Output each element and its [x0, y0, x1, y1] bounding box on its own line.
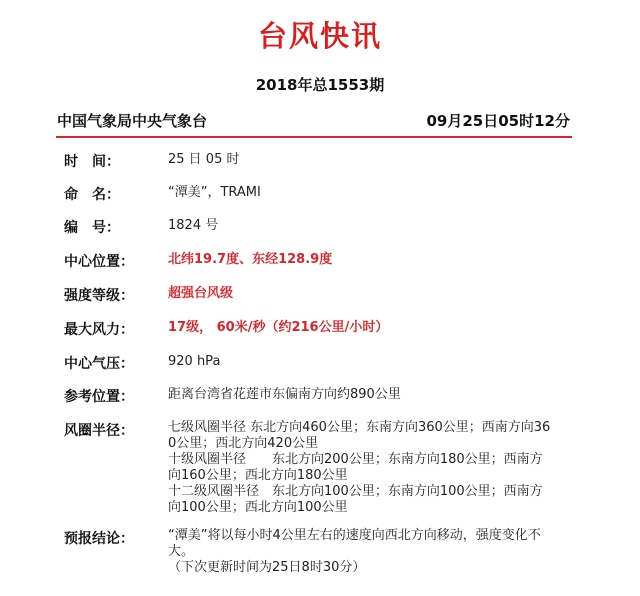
issue-datetime: 09月25日05时12分 [426, 112, 570, 130]
intensity-label: 强度等级： [64, 288, 134, 304]
issue-number: 2018年总1553期 [255, 76, 385, 94]
forecast-line: 大。 [168, 544, 195, 559]
intensity-value: 超强台风级 [168, 286, 234, 301]
forecast-line: “潭美”将以每小时4公里左右的速度向西北方向移动，强度变化不 [168, 528, 541, 543]
forecast-value [168, 528, 578, 576]
center-position-label: 中心位置： [64, 254, 134, 270]
wind-radius-line: 十级风圈半径 东北方向200公里；东南方向180公里；西南方 [168, 452, 543, 467]
next-update-note: （下次更新时间为25日8时30分） [168, 560, 366, 575]
wind-radius-line: 0公里；西北方向420公里 [168, 436, 319, 451]
wind-radius-line: 向100公里；西北方向100公里 [168, 500, 348, 515]
issuing-agency: 中国气象局中央气象台 [57, 112, 208, 130]
name-value: “潭美”，TRAMI [168, 185, 261, 200]
center-position-value: 北纬19.7度、东经128.9度 [168, 252, 333, 267]
wind-radius-line: 七级风圈半径 东北方向460公里；东南方向360公里；西南方向36 [168, 420, 551, 435]
wind-radius-line: 十二级风圈半径 东北方向100公里；东南方向100公里；西南方 [168, 484, 543, 499]
wind-radius-value [168, 420, 578, 516]
name-label: 命 名： [64, 187, 120, 203]
forecast-label: 预报结论： [64, 531, 134, 547]
wind-radius-label: 风圈半径： [64, 423, 134, 439]
max-wind-value: 17级， 60米/秒（约216公里/小时） [168, 320, 389, 335]
wind-radius-line: 向160公里；西北方向180公里 [168, 468, 348, 483]
pressure-label: 中心气压： [64, 356, 134, 372]
time-value: 25 日 05 时 [168, 152, 240, 167]
number-value: 1824 号 [168, 218, 219, 233]
number-label: 编 号： [64, 220, 120, 236]
pressure-value: 920 hPa [168, 354, 221, 369]
header-divider [56, 136, 572, 138]
time-label: 时 间： [64, 154, 120, 170]
max-wind-label: 最大风力： [64, 322, 134, 338]
reference-position-label: 参考位置： [64, 389, 134, 405]
reference-position-value: 距离台湾省花莲市东偏南方向约890公里 [168, 387, 401, 402]
bulletin-title: 台风快讯 [257, 19, 382, 53]
